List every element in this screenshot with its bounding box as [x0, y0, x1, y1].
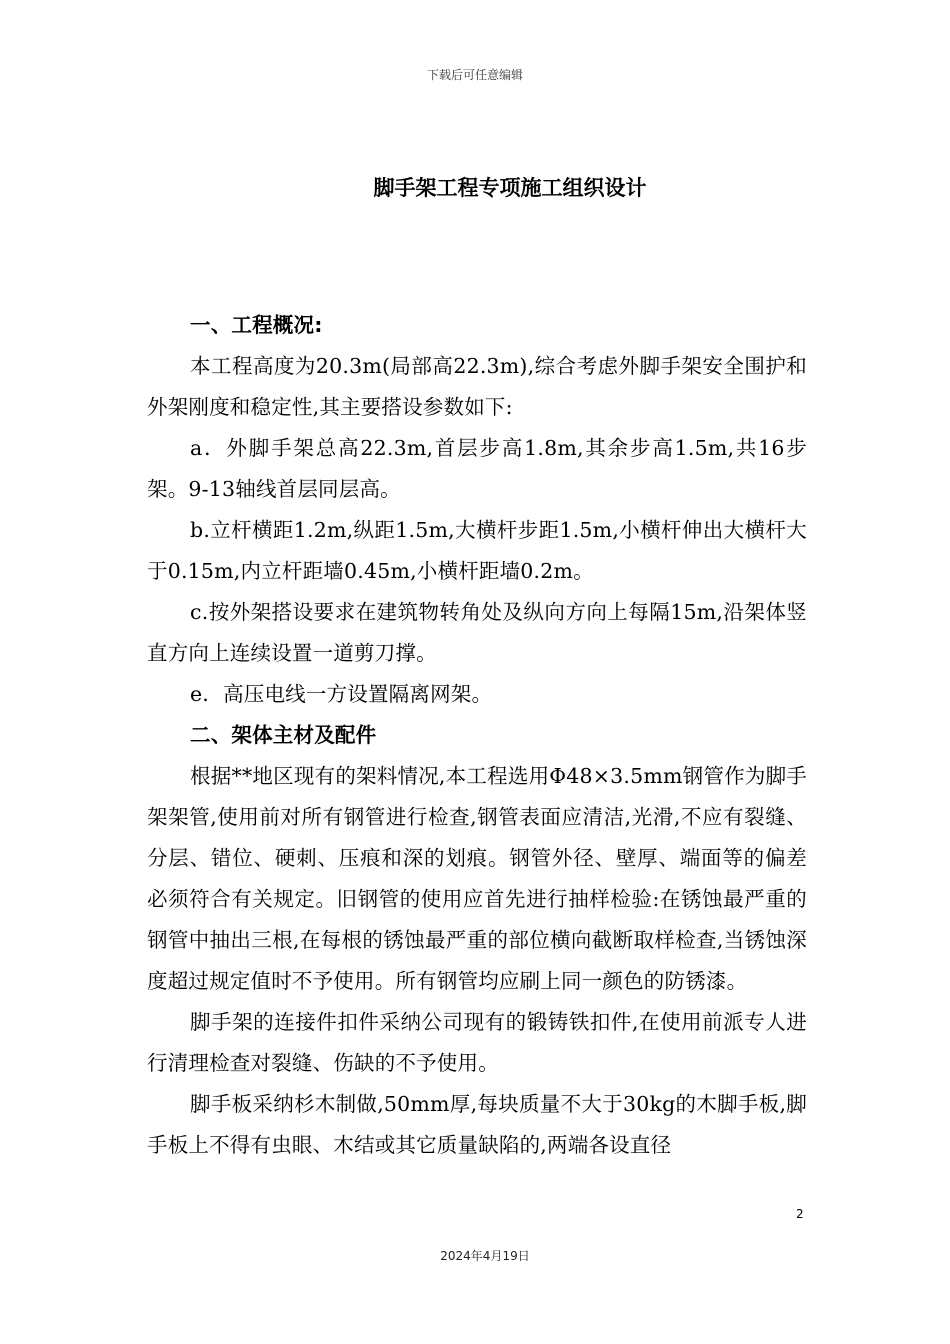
page-number: 2: [796, 1207, 804, 1221]
paragraph: 脚手架的连接件扣件采纳公司现有的锻铸铁扣件,在使用前派专人进行清理检查对裂缝、伤缺的不予使用。: [147, 1010, 807, 1075]
paragraph: 根据**地区现有的架料情况,本工程选用Φ48×3.5mm钢管作为脚手架架管,使用前对所有钢管进行检查,钢管表面应清洁,光滑,不应有裂缝、分层、错位、硬刺、压痕和深的划痕。钢管外径、壁厚、端面等的偏差必须符合有关规定。旧钢管的使用应首先进行抽样检验:在锈蚀最严重的钢管中抽出三根,在每根的锈蚀最严重的部位横向截断取样检查,当锈蚀深度超过规定值时不予使用。所有钢管均应刷上同一颜色的防锈漆。: [147, 764, 807, 993]
paragraph: e．高压电线一方设置隔离网架。: [190, 682, 493, 706]
section-heading-overview: 一、工程概况:: [190, 313, 323, 337]
document-title: 脚手架工程专项施工组织设计: [373, 176, 647, 200]
paragraph: c.按外架搭设要求在建筑物转角处及纵向方向上每隔15m,沿架体竖直方向上连续设置一道剪刀撑。: [147, 600, 807, 665]
paragraph: 脚手板采纳杉木制做,50mm厚,每块质量不大于30kg的木脚手板,脚手板上不得有虫眼、木结或其它质量缺陷的,两端各设直径: [147, 1092, 807, 1157]
paragraph: b.立杆横距1.2m,纵距1.5m,大横杆步距1.5m,小横杆伸出大横杆大于0.15m,内立杆距墙0.45m,小横杆距墙0.2m。: [147, 518, 807, 583]
document-body: [147, 305, 807, 1166]
footer-date: 2024年4月19日: [440, 1249, 530, 1263]
paragraph: 本工程高度为20.3m(局部高22.3m),综合考虑外脚手架安全围护和外架刚度和稳定性,其主要搭设参数如下:: [147, 354, 807, 419]
section-heading-materials: 二、架体主材及配件: [190, 723, 377, 747]
page-header: 下载后可任意编辑: [426, 68, 523, 82]
paragraph: a．外脚手架总高22.3m,首层步高1.8m,其余步高1.5m,共16步架。9-13轴线首层同层高。: [147, 436, 807, 501]
